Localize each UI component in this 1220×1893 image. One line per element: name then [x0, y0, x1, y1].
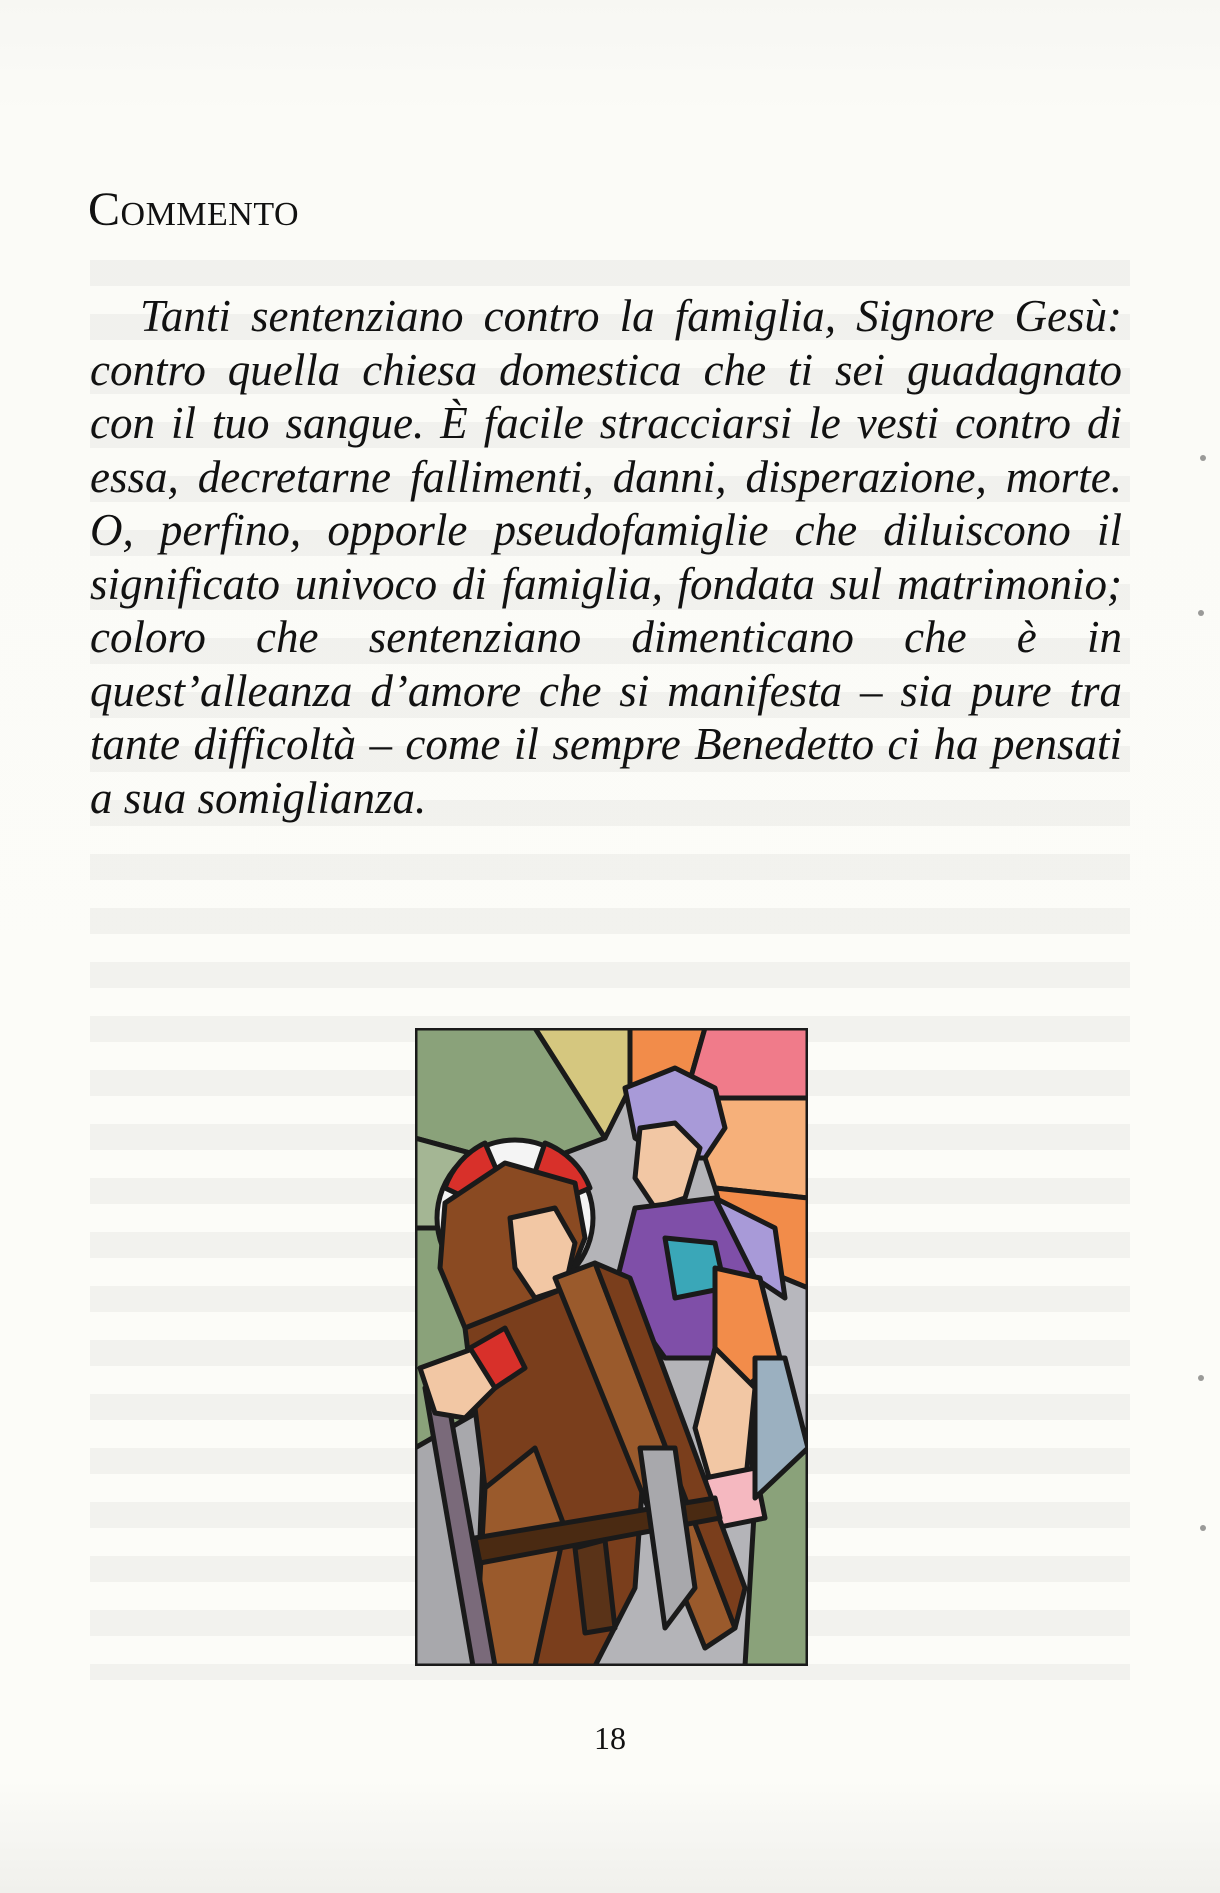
stained-glass-illustration — [415, 1028, 808, 1666]
margin-dot — [1200, 455, 1206, 461]
margin-dot — [1198, 1375, 1204, 1381]
margin-dot — [1198, 610, 1204, 616]
page-number: 18 — [594, 1720, 626, 1756]
stained-glass-jesus-carrying-cross-icon — [415, 1028, 808, 1666]
commentary-paragraph: Tanti sentenziano contro la famiglia, Signore Gesù: contro quella chiesa domestica che ti sei guadagnato con il tuo sangue. È facile stracciarsi le vesti contro di essa, decretarne fallimenti, danni, disperazione, morte. O, perfino, opporle pseudofamiglie che diluiscono il significato univoco di famiglia, fondata sul matrimonio; coloro che sentenziano dimenticano che è in quest’alleanza d’amore che si manifesta – sia pure tra tante difficoltà – come il sempre Benedetto ci ha pensati a sua somiglianza. — [90, 291, 1122, 823]
section-heading: Commento — [88, 183, 300, 236]
margin-dot — [1200, 1525, 1206, 1531]
